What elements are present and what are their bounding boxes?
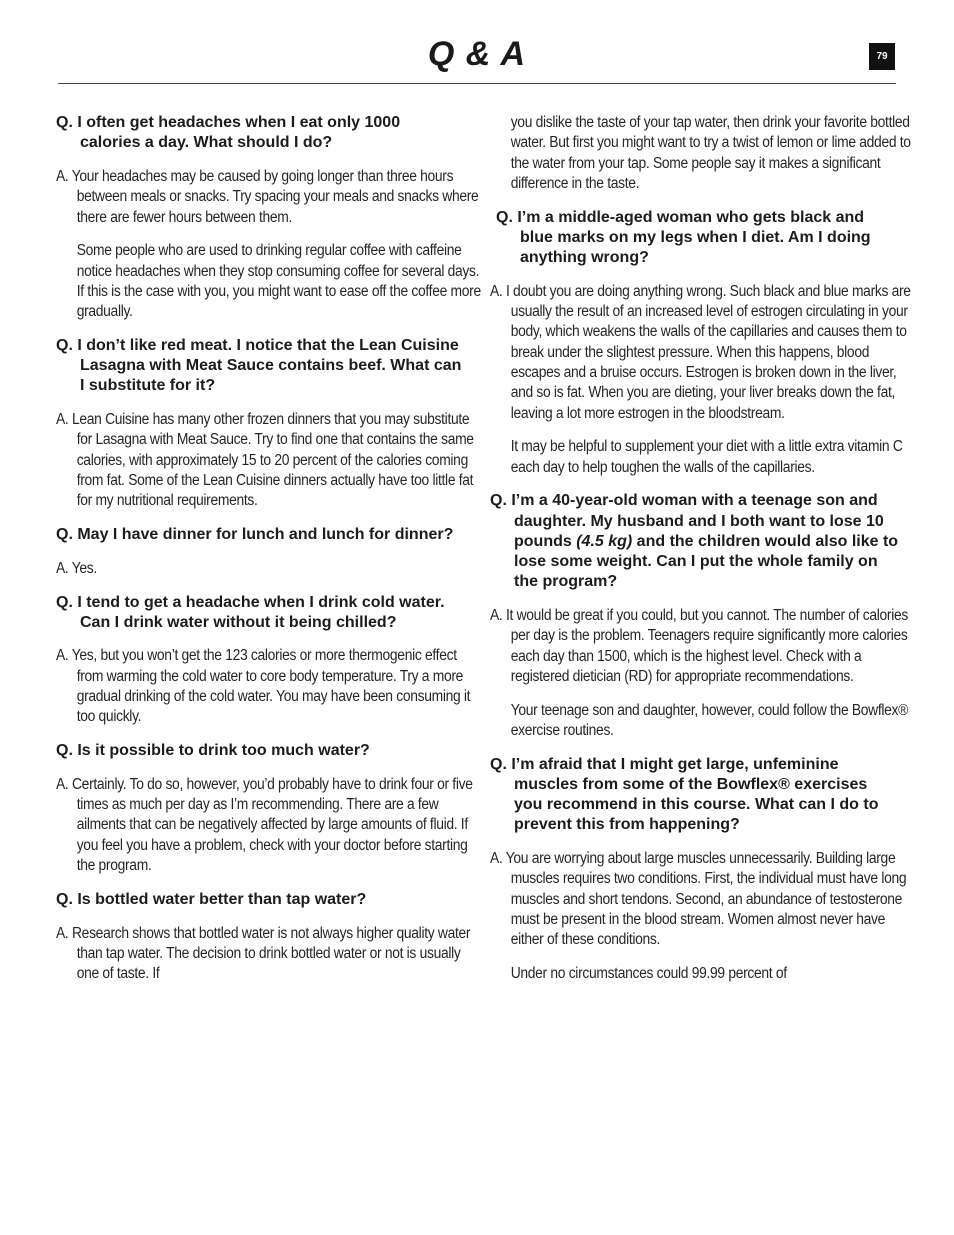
right-column — [490, 113, 911, 998]
question: Q. I tend to get a headache when I drink cold water. Can I drink water without it being chilled? — [56, 593, 445, 631]
answer-paragraph: It may be helpful to supplement your diet with a little extra vitamin C each day to help toughen the walls of the capillaries. — [510, 438, 903, 476]
answer-paragraph: Under no circumstances could 99.99 percent of — [510, 965, 787, 983]
question: Q. May I have dinner for lunch and lunch for dinner? — [56, 526, 454, 544]
metric-conversion: (4.5 kg) — [576, 532, 633, 550]
question: Q. I’m afraid that I might get large, unfeminine muscles from some of the Bowflex® exercises you recommend in this course. What can I do to prevent this from happening? — [490, 755, 879, 834]
question-text: and the children would also like to lose some weight. Can I put the whole family on the program? — [514, 532, 899, 591]
header-rule — [58, 83, 896, 84]
page-title: Q & A — [427, 35, 527, 73]
question: Q. I don’t like red meat. I notice that the Lean Cuisine Lasagna with Meat Sauce contains beef. What can I substitute for it? — [56, 336, 462, 395]
answer: A. Your headaches may be caused by going longer than three hours between meals or snacks. Try spacing your meals and snacks where there are fewer hours between them. — [56, 167, 479, 226]
question-text: Q. I’m a 40-year-old woman with a teenage son and daughter. My husband and I both want to lose 10 pounds — [490, 492, 884, 550]
page-number-badge: 79 — [869, 43, 895, 70]
question: Q. I’m a middle-aged woman who gets black and blue marks on my legs when I diet. Am I doing anything wrong? — [496, 208, 871, 267]
answer-paragraph: Your teenage son and daughter, however, could follow the Bowflex® exercise routines. — [510, 701, 909, 739]
answer: A. Yes, but you won’t get the 123 calories or more thermogenic effect from warming the cold water to core body temperature. Try a more gradual drinking of the cold water. You may have been consuming it too quickly. — [56, 647, 471, 726]
question: Q. I often get headaches when I eat only 1000 calories a day. What should I do? — [56, 114, 401, 152]
answer-continuation: you dislike the taste of your tap water, then drink your favorite bottled water. But first you might want to try a twist of lemon or lime added to the water from your tap. Some people say it makes a significant difference in the taste. — [510, 114, 911, 192]
answer-paragraph: Some people who are used to drinking regular coffee with caffeine notice headaches when they stop consuming coffee for several days. If this is the case with you, you might want to ease off the coffee more gradually. — [76, 242, 481, 321]
answer: A. Lean Cuisine has many other frozen dinners that you may substitute for Lasagna with Meat Sauce. Try to find one that contains the same calories, with approximately 15 to 20 percent of the calories coming from fat. Some of the Lean Cuisine dinners actually have too little fat for my nutritional requirements. — [56, 411, 474, 510]
question: Q. Is it possible to drink too much water? — [56, 742, 370, 760]
answer: A. Certainly. To do so, however, you’d probably have to drink four or five times as much per day as I’m recommending. There are a few ailments that can be negatively affected by large amounts of fluid. If you feel you have a problem, check with your doctor before starting the program. — [56, 775, 473, 875]
answer: A. Yes. — [56, 559, 97, 577]
answer: A. You are worrying about large muscles unnecessarily. Building large muscles requires two conditions. First, the individual must have long muscles and short tendons. Second, an abundance of testosterone must be present in the blood stream. Women almost never have either of these conditions. — [490, 850, 907, 949]
answer: A. I doubt you are doing anything wrong. Such black and blue marks are usually the result of an increased level of estrogen circulating in your body, which weakens the walls of the capillaries and causes them to break under the slightest pressure. When this happens, blood escapes and a bruise occurs. Estrogen is broken down in the liver, and so is fat. When you are dieting, your liver breaks down the fat, leaving a lot more estrogen in the bloodstream. — [490, 282, 911, 422]
question: Q. Is bottled water better than tap water? — [56, 890, 367, 908]
question — [490, 491, 900, 592]
answer: A. Research shows that bottled water is not always higher quality water than tap water. The decision to drink bottled water or not is usually one of taste. If — [56, 924, 471, 983]
answer: A. It would be great if you could, but you cannot. The number of calories per day is the problem. Teenagers require significantly more calories each day than 1500, which is the highest level. Check with a registered dietician (RD) for appropriate recommendations. — [490, 606, 908, 685]
left-column — [56, 113, 481, 998]
